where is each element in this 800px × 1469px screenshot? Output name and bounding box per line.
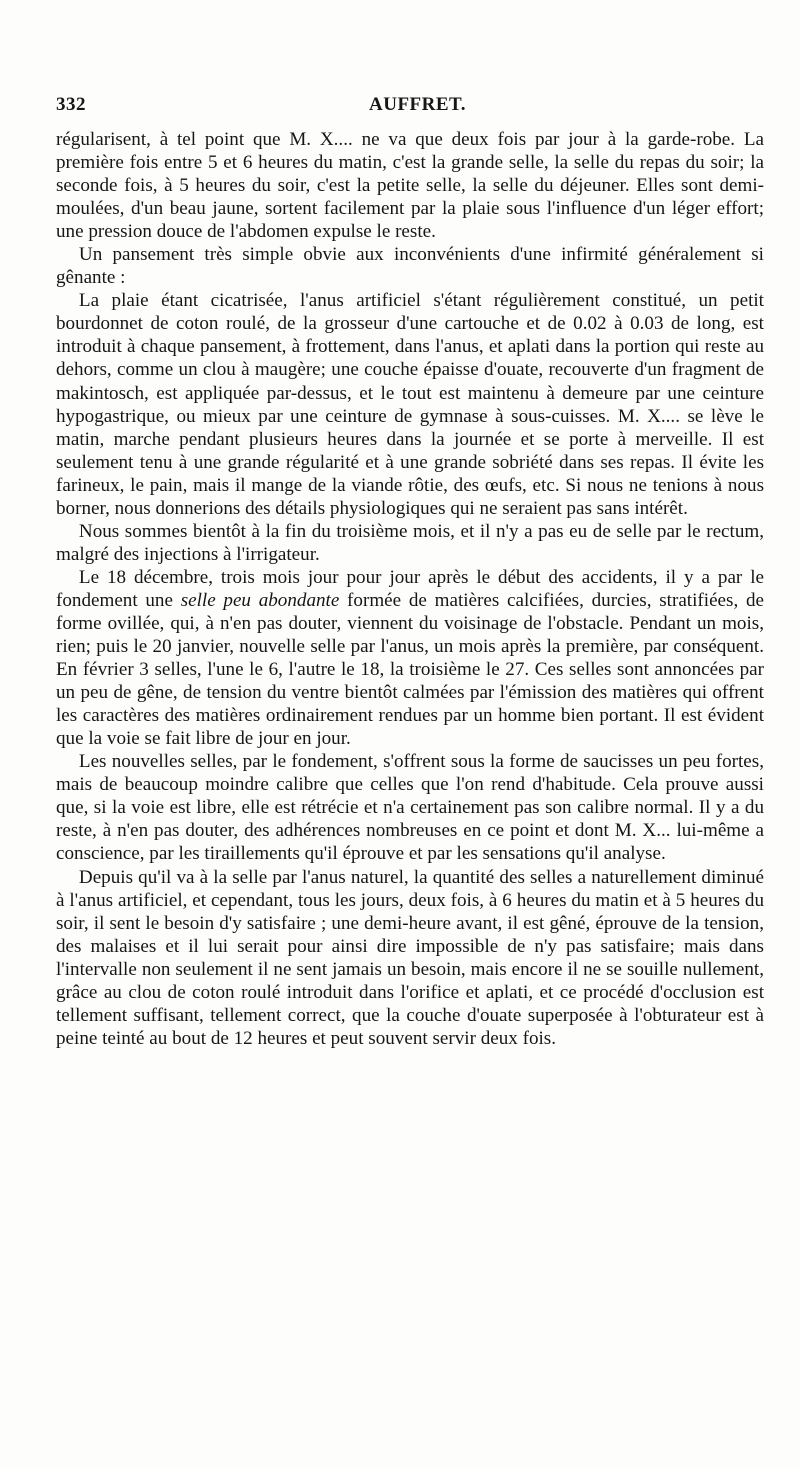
paragraph-1: régularisent, à tel point que M. X.... ne va que deux fois par jour à la garde-robe. La première fois entre 5 et 6 heures du matin, c'est la grande selle, la selle du repas du soir; la seconde fois, à 5 heures du soir, c'est la petite selle, la selle du déjeuner. Elles sont demi-moulées, d'un beau jaune, sortent facilement par la plaie sous l'influence d'un léger effort; une pression douce de l'abdomen expulse le reste. <box>56 129 764 243</box>
paragraph-5-text-before: Le 18 décembre, trois mois jour pour jour après le début des accidents, il y a par le fondement une <box>56 566 764 611</box>
page-header <box>56 90 766 126</box>
paragraph-4: Nous sommes bientôt à la fin du troisième mois, et il n'y a pas eu de selle par le rectum, malgré des injections à l'irrigateur. <box>56 520 764 565</box>
paragraph-5 <box>56 566 764 750</box>
paragraph-5-text-after: formée de matières calcifiées, durcies, stratifiées, de forme ovillée, qui, à n'en pas douter, viennent du voisinage de l'obstacle. Pendant un mois, rien; puis le 20 janvier, nouvelle selle par l'anus, un mois après la première, par conséquent. En février 3 selles, l'une le 6, l'autre le 18, la troisième le 27. Ces selles sont annoncées par un peu de gêne, de tension du ventre bientôt calmées par l'émission des matières qui offrent les caractères des matières ordinairement rendues par un homme bien portant. Il est évident que la voie se fait libre de jour en jour. <box>56 589 764 750</box>
paragraph-6: Les nouvelles selles, par le fondement, s'offrent sous la forme de saucisses un peu fortes, mais de beaucoup moindre calibre que celles que l'on rend d'habitude. Cela prouve aussi que, si la voie est libre, elle est rétrécie et n'a certainement pas son calibre normal. Il y a du reste, à n'en pas douter, des adhérences nombreuses en ce point et dont M. X... lui-même a conscience, par les tiraillements qu'il éprouve et par les sensations qu'il analyse. <box>56 751 764 865</box>
paragraph-2: Un pansement très simple obvie aux inconvénients d'une infirmité généralement si gênante : <box>56 244 764 289</box>
page-number: 332 <box>56 94 86 115</box>
paragraph-7: Depuis qu'il va à la selle par l'anus naturel, la quantité des selles a naturellement diminué à l'anus artificiel, et cependant, tous les jours, deux fois, à 6 heures du matin et à 5 heures du soir, il sent le besoin d'y satisfaire ; une demi-heure avant, il est gêné, éprouve de la tension, des malaises et il lui serait pour ainsi dire impossible de n'y pas satisfaire; mais dans l'intervalle non seulement il ne sent jamais un besoin, mais encore il ne se souille nullement, grâce au clou de coton roulé introduit dans l'orifice et aplati, et ce procédé d'occlusion est tellement suffisant, tellement correct, que la couche d'ouate superposée à l'obturateur est à peine teinté au bout de 12 heures et peut souvent servir deux fois. <box>56 866 764 1049</box>
paragraph-5-emphasis: selle peu abondante <box>180 589 340 611</box>
paragraph-3: La plaie étant cicatrisée, l'anus artificiel s'étant régulièrement constitué, un petit bourdonnet de coton roulé, de la grosseur d'une cartouche et de 0.02 à 0.03 de long, est introduit à chaque pansement, à frottement, dans l'anus, et aplati dans la portion qui reste au dehors, comme un clou à maugère; une couche épaisse d'ouate, recouverte d'un fragment de makintosch, est appliquée par-dessus, et le tout est maintenu à demeure par une ceinture hypogastrique, ou mieux par une ceinture de gymnase à sous-cuisses. M. X.... se lève le matin, marche pendant plusieurs heures dans la journée et se porte à merveille. Il est seulement tenu à une grande régularité et à une grande sobriété dans ses repas. Il évite les farineux, le pain, mais il mange de la viande rôtie, des œufs, etc. Si nous ne tenions à nous borner, nous donnerions des détails physiologiques qui ne seraient pas sans intérêt. <box>56 290 764 519</box>
running-title: AUFFRET. <box>369 94 467 115</box>
body-text <box>56 128 764 1050</box>
